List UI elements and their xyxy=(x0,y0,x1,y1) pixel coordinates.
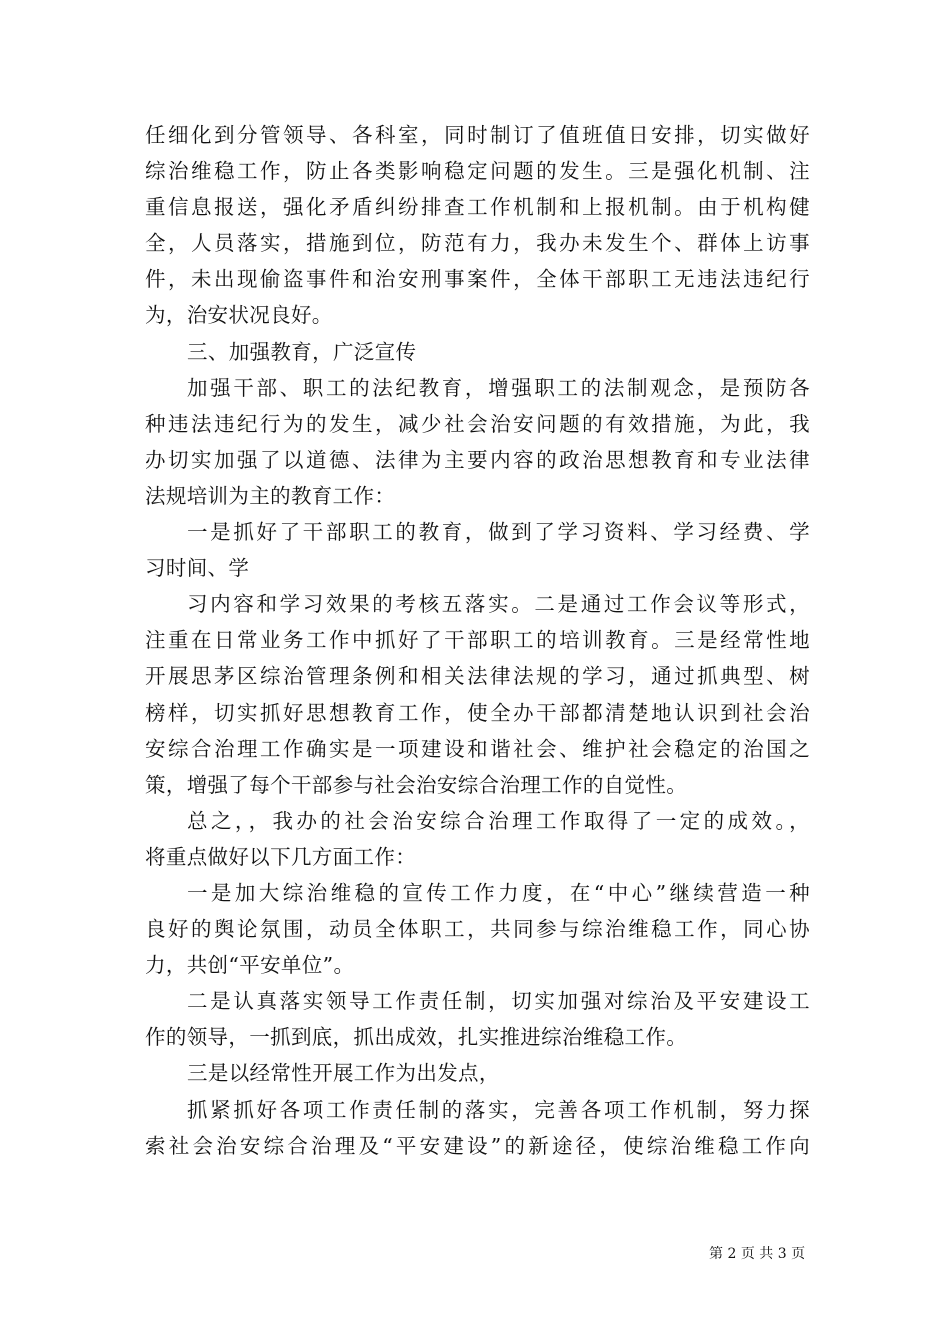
footer-middle: 页 共 xyxy=(740,1246,774,1262)
current-page-number: 2 xyxy=(727,1246,737,1262)
text-line: 良好的舆论氛围，动员全体职工，共同参与综治维稳工作，同心协 xyxy=(145,917,810,942)
text-line: 将重点做好以下几方面工作： xyxy=(145,844,417,869)
text-line: 加强干部、职工的法纪教育，增强职工的法制观念，是预防各 xyxy=(187,375,810,400)
total-page-number: 3 xyxy=(777,1246,787,1262)
section-heading: 三、加强教育，广泛宣传 xyxy=(187,339,417,364)
text-line: 二是认真落实领导工作责任制，切实加强对综治及平安建设工 xyxy=(187,989,810,1014)
document-body xyxy=(145,117,810,1164)
text-line: 为，治安状况良好。 xyxy=(145,303,333,328)
page-number-footer xyxy=(709,1243,805,1263)
text-line: 力，共创“平安单位”。 xyxy=(145,953,355,978)
text-line: 策，增强了每个干部参与社会治安综合治理工作的自觉性。 xyxy=(145,772,688,797)
text-line: 件，未出现偷盗事件和治安刑事案件，全体干部职工无违法违纪行 xyxy=(145,267,810,292)
text-line: 作的领导，一抓到底，抓出成效，扎实推进综治维稳工作。 xyxy=(145,1025,688,1050)
text-line: 一是抓好了干部职工的教育，做到了学习资料、学习经费、学 xyxy=(187,520,810,545)
text-line: 安综合治理工作确实是一项建设和谐社会、维护社会稳定的治国之 xyxy=(145,736,810,761)
text-line: 注重在日常业务工作中抓好了干部职工的培训教育。三是经常性地 xyxy=(145,628,810,653)
text-line: 索社会治安综合治理及“平安建设”的新途径，使综治维稳工作向 xyxy=(145,1133,810,1158)
text-line: 一是加大综治维稳的宣传工作力度，在“中心”继续营造一种 xyxy=(187,880,810,905)
text-line: 抓紧抓好各项工作责任制的落实，完善各项工作机制，努力探 xyxy=(187,1097,810,1122)
text-line: 法规培训为主的教育工作： xyxy=(145,483,396,508)
text-line: 习内容和学习效果的考核五落实。二是通过工作会议等形式， xyxy=(187,592,810,617)
text-line: 种违法违纪行为的发生，减少社会治安问题的有效措施，为此，我 xyxy=(145,411,810,436)
text-line: 办切实加强了以道德、法律为主要内容的政治思想教育和专业法律 xyxy=(145,447,810,472)
text-line: 榜样，切实抓好思想教育工作，使全办干部都清楚地认识到社会治 xyxy=(145,700,810,725)
text-line: 任细化到分管领导、各科室，同时制订了值班值日安排，切实做好 xyxy=(145,123,810,147)
text-line: 全，人员落实，措施到位，防范有力，我办未发生个、群体上访事 xyxy=(145,231,810,256)
text-line: 重信息报送，强化矛盾纠纷排查工作机制和上报机制。由于机构健 xyxy=(145,195,810,220)
text-line: 综治维稳工作，防止各类影响稳定问题的发生。三是强化机制、注 xyxy=(145,159,810,184)
text-line: 习时间、学 xyxy=(145,556,250,581)
text-line: 三是以经常性开展工作为出发点， xyxy=(187,1061,500,1086)
text-line: 开展思茅区综治管理条例和相关法律法规的学习，通过抓典型、树 xyxy=(145,664,810,689)
footer-suffix: 页 xyxy=(791,1246,806,1262)
text-line: 总之，，我办的社会治安综合治理工作取得了一定的成效。， xyxy=(187,808,810,833)
footer-prefix: 第 xyxy=(709,1246,723,1262)
